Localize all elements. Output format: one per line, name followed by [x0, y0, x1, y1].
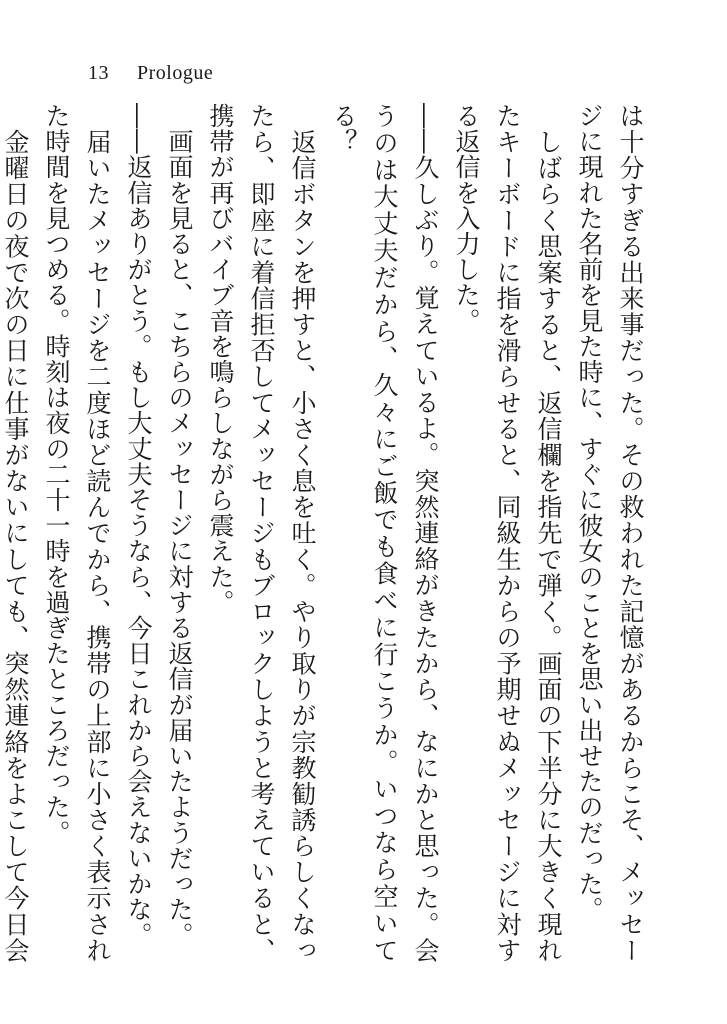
paragraph: しばらく思案すると、返信欄を指先で弾く。画面の下半分に大きく現れたキーボードに指を滑らせると、同級生からの予期せぬメッセージに対する返信を入力した。	[452, 103, 563, 963]
chapter-title: Prologue	[137, 62, 214, 84]
paragraph: 画面を見ると、こちらのメッセージに対する返信が届いたようだった。	[165, 103, 194, 948]
paragraph: は十分すぎる出来事だった。その救われた記憶があるからこそ、メッセージに現れた名前を見た時に、すぐに彼女のことを思い出せたのだった。	[575, 103, 645, 963]
paragraph: ――久しぶり。覚えているよ。突然連絡がきたから、なにかと思った。会うのは大丈夫だから、久々にご飯でも食べに行こうか。いつなら空いてる？	[329, 103, 440, 963]
paragraph: 返信ボタンを押すと、小さく息を吐く。やり取りが宗教勧誘らしくなったら、即座に着信拒否してメッセージもブロックしようと考えていると、携帯が再びバイブ音を鳴らしながら震えた。	[206, 103, 317, 963]
page-number: 13	[88, 62, 109, 84]
paragraph: ――返信ありがとう。もし大丈夫そうなら、今日これから会えないかな。	[124, 103, 153, 948]
vertical-text-body	[1, 103, 651, 963]
paragraph: 届いたメッセージを二度ほど読んでから、携帯の上部に小さく表示された時間を見つめる。時刻は夜の二十一時を過ぎたところだった。	[42, 103, 112, 963]
page-header	[88, 62, 213, 92]
paragraph: 金曜日の夜で次の日に仕事がないにしても、突然連絡をよこして今日会	[1, 129, 30, 963]
